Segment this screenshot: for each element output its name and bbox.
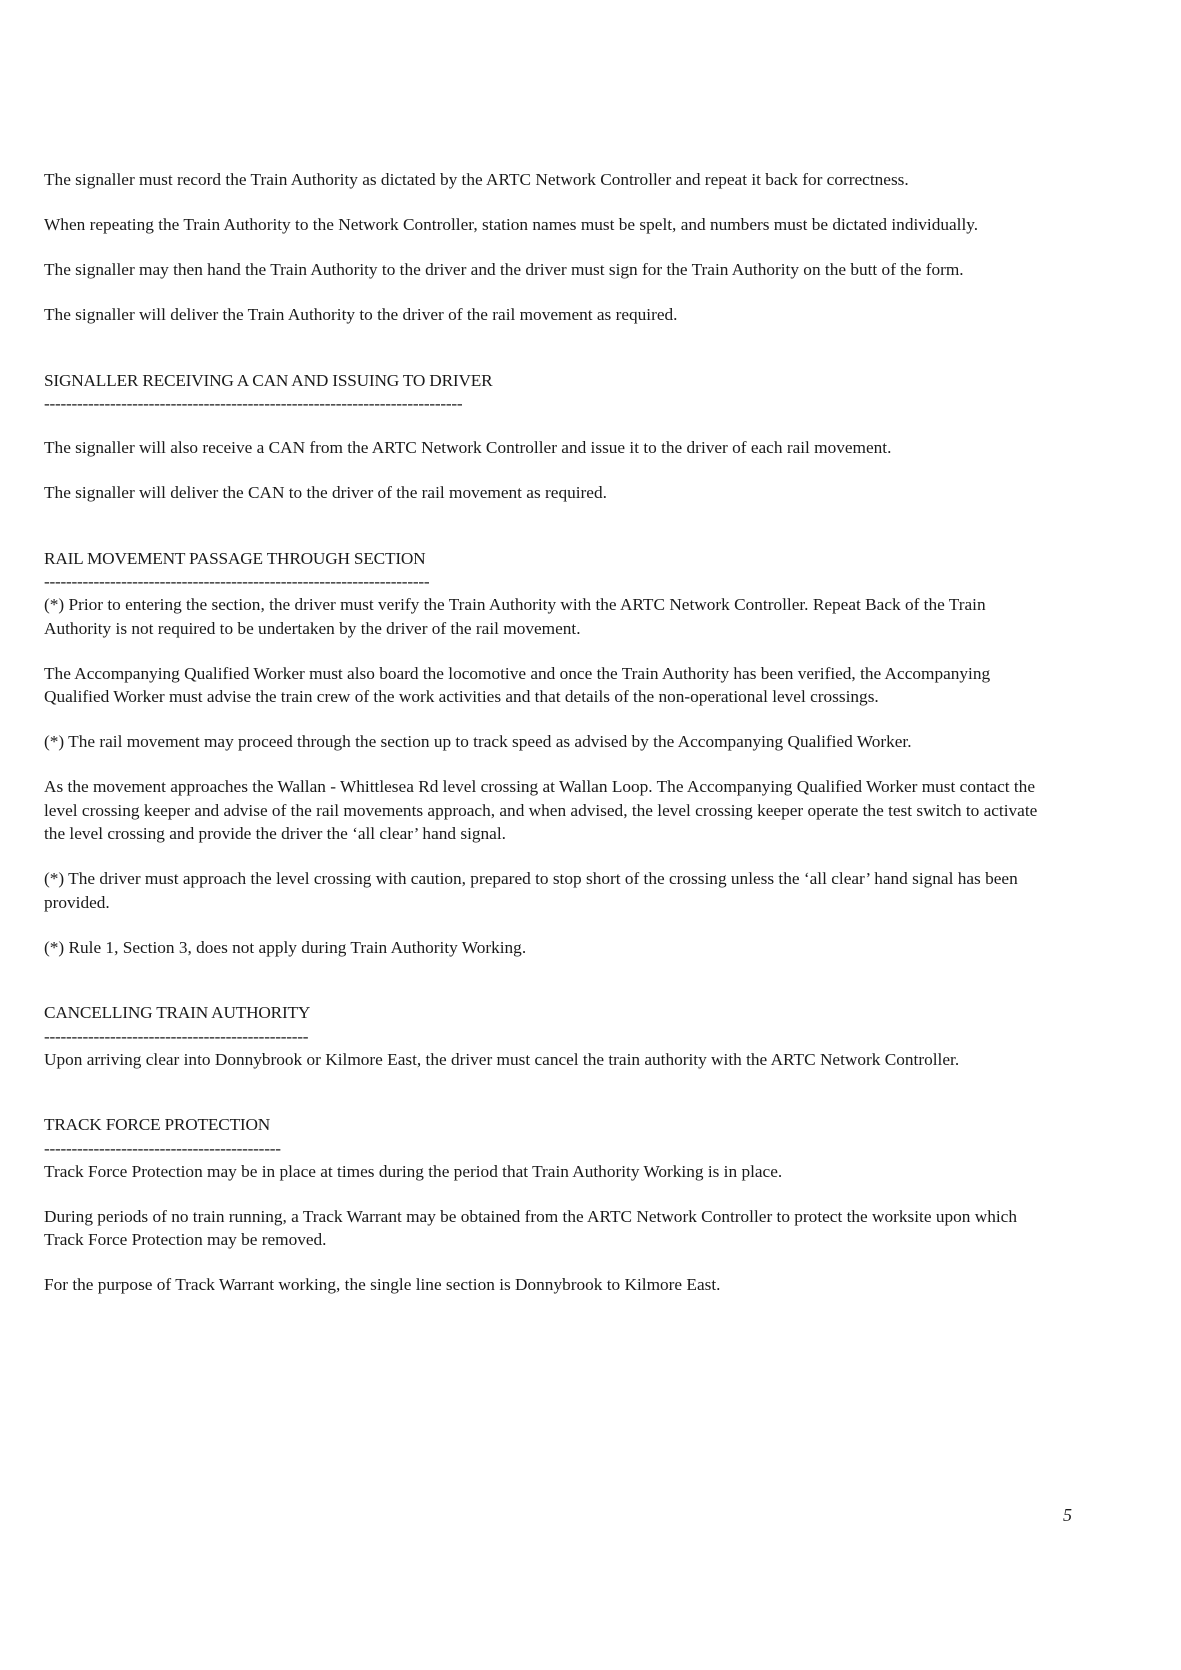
section-track-force-protection bbox=[44, 1113, 1054, 1297]
section-signaller-receiving-can bbox=[44, 369, 1054, 505]
heading-underline: ------------------------------------------------ bbox=[44, 1026, 309, 1046]
paragraph: The signaller will deliver the CAN to the driver of the rail movement as required. bbox=[44, 483, 607, 502]
paragraph: As the movement approaches the Wallan - Whittlesea Rd level crossing at Wallan Loop. The Accompanying Qualified Worker must contact the level crossing keeper and advise of the rail movements approach, and when advised, the level crossing keeper operate the test switch to activate the level crossing and provide the driver the ‘all clear’ hand signal. bbox=[44, 777, 1038, 843]
heading-underline: ---------------------------------------------------------------------------- bbox=[44, 394, 463, 413]
paragraph: Upon arriving clear into Donnybrook or Kilmore East, the driver must cancel the train authority with the ARTC Network Controller. bbox=[44, 1049, 960, 1069]
paragraph: For the purpose of Track Warrant working, the single line section is Donnybrook to Kilmore East. bbox=[44, 1275, 721, 1294]
heading-underline: ------------------------------------------- bbox=[44, 1138, 281, 1158]
intro-block bbox=[44, 168, 1054, 327]
paragraph: (*) Rule 1, Section 3, does not apply during Train Authority Working. bbox=[44, 937, 527, 957]
paragraph: During periods of no train running, a Track Warrant may be obtained from the ARTC Network Controller to protect the worksite upon which Track Force Protection may be removed. bbox=[44, 1206, 1017, 1249]
paragraph: The signaller will also receive a CAN from the ARTC Network Controller and issue it to the driver of each rail movement. bbox=[44, 438, 892, 457]
section-content bbox=[44, 593, 1054, 959]
section-content bbox=[44, 436, 1054, 505]
section-content bbox=[44, 1048, 1054, 1072]
paragraph: The Accompanying Qualified Worker must also board the locomotive and once the Train Authority has been verified, the Accompanying Qualified Worker must advise the train crew of the work activities and that details of the non-operational level crossings. bbox=[44, 663, 991, 706]
section-heading: RAIL MOVEMENT PASSAGE THROUGH SECTION bbox=[44, 548, 426, 568]
paragraph: The signaller must record the Train Authority as dictated by the ARTC Network Controller and repeat it back for correctness. bbox=[44, 170, 909, 189]
paragraph: (*) The driver must approach the level crossing with caution, prepared to stop short of the crossing unless the ‘all clear’ hand signal has been provided. bbox=[44, 869, 1018, 912]
document-body bbox=[44, 168, 1054, 1318]
section-heading: TRACK FORCE PROTECTION bbox=[44, 1115, 271, 1134]
page-number: 5 bbox=[1063, 1505, 1072, 1525]
paragraph: The signaller may then hand the Train Authority to the driver and the driver must sign for the Train Authority on the butt of the form. bbox=[44, 260, 964, 279]
paragraph: The signaller will deliver the Train Authority to the driver of the rail movement as required. bbox=[44, 305, 678, 324]
section-cancelling-train-authority bbox=[44, 1001, 1054, 1071]
section-content bbox=[44, 1160, 1054, 1297]
section-rail-movement-passage bbox=[44, 547, 1054, 960]
paragraph: (*) Prior to entering the section, the driver must verify the Train Authority with the ARTC Network Controller. Repeat Back of the Train Authority is not required to be undertaken by the driver of the rail movement. bbox=[44, 595, 986, 638]
paragraph: Track Force Protection may be in place at times during the period that Train Authority Working is in place. bbox=[44, 1161, 783, 1181]
section-heading: CANCELLING TRAIN AUTHORITY bbox=[44, 1003, 311, 1022]
heading-underline: ---------------------------------------------------------------------- bbox=[44, 572, 430, 591]
section-heading: SIGNALLER RECEIVING A CAN AND ISSUING TO DRIVER bbox=[44, 370, 493, 390]
paragraph: When repeating the Train Authority to the Network Controller, station names must be spelt, and numbers must be dictated individually. bbox=[44, 215, 979, 234]
paragraph: (*) The rail movement may proceed through the section up to track speed as advised by the Accompanying Qualified Worker. bbox=[44, 732, 912, 751]
